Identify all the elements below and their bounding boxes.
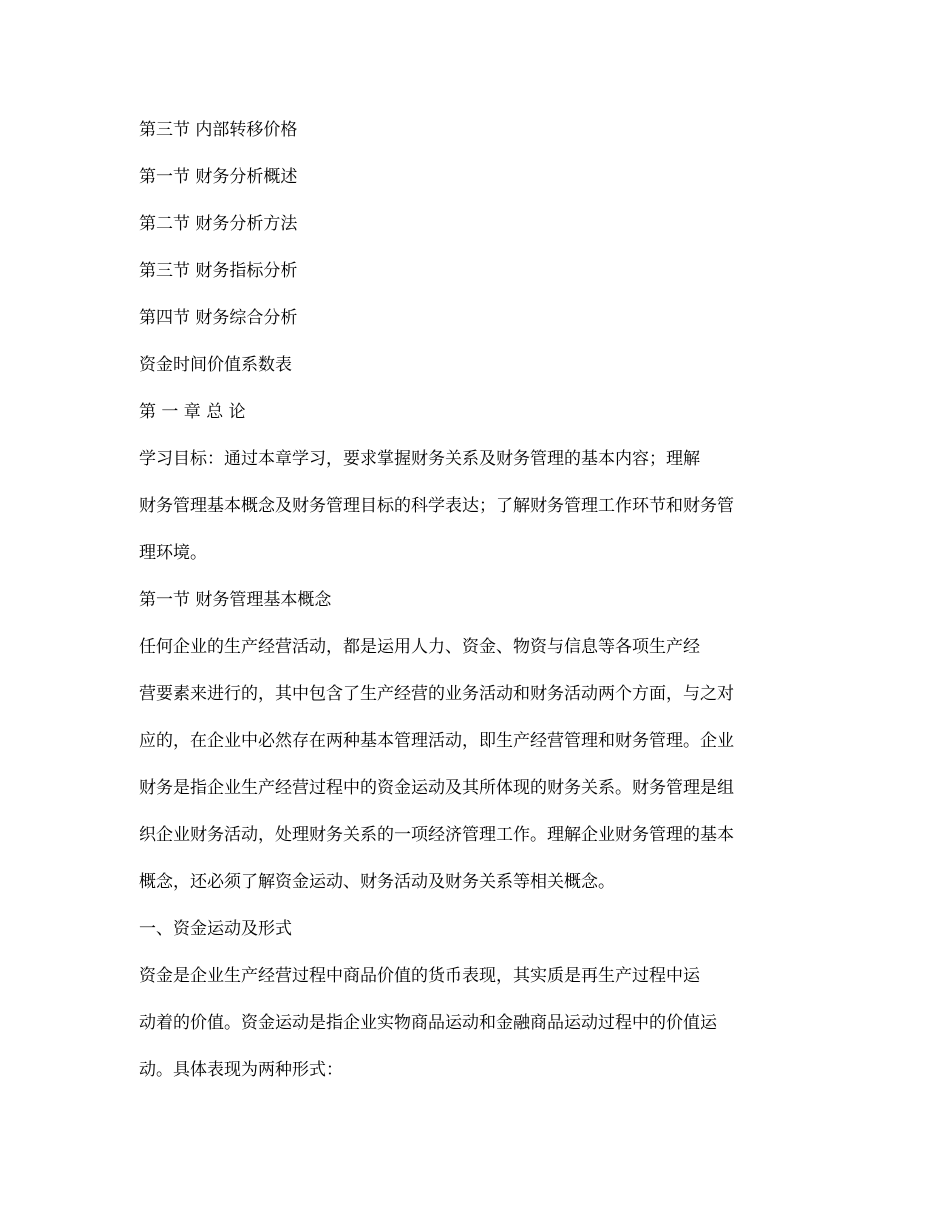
toc-entry-internal-transfer-price: 第三节 内部转移价格: [139, 120, 298, 140]
section-heading-basic-concepts: 第一节 财务管理基本概念: [139, 590, 332, 610]
learning-objectives-line-3: 理环境。: [139, 543, 207, 563]
paragraph-line-2: 营要素来进行的，其中包含了生产经营的业务活动和财务活动两个方面，与之对: [139, 684, 734, 704]
chapter-heading: 第 一 章 总 论: [139, 402, 246, 422]
fund-paragraph-line-2: 动着的价值。资金运动是指企业实物商品运动和金融商品运动过程中的价值运: [139, 1013, 717, 1033]
toc-entry-financial-analysis-methods: 第二节 财务分析方法: [139, 214, 298, 234]
learning-objectives-line-1: 学习目标：通过本章学习，要求掌握财务关系及财务管理的基本内容；理解: [139, 449, 700, 469]
paragraph-line-3: 应的，在企业中必然存在两种基本管理活动，即生产经营管理和财务管理。企业: [139, 731, 734, 751]
paragraph-line-4: 财务是指企业生产经营过程中的资金运动及其所体现的财务关系。财务管理是组: [139, 778, 734, 798]
paragraph-line-5: 织企业财务活动，处理财务关系的一项经济管理工作。理解企业财务管理的基本: [139, 825, 734, 845]
toc-entry-financial-analysis-overview: 第一节 财务分析概述: [139, 167, 298, 187]
toc-entry-time-value-tables: 资金时间价值系数表: [139, 355, 292, 375]
learning-objectives-line-2: 财务管理基本概念及财务管理目标的科学表达；了解财务管理工作环节和财务管: [139, 496, 734, 516]
toc-entry-comprehensive-analysis: 第四节 财务综合分析: [139, 308, 298, 328]
fund-paragraph-line-3: 动。具体表现为两种形式：: [139, 1060, 343, 1080]
paragraph-line-6: 概念，还必须了解资金运动、财务活动及财务关系等相关概念。: [139, 872, 615, 892]
fund-paragraph-line-1: 资金是企业生产经营过程中商品价值的货币表现，其实质是再生产过程中运: [139, 966, 700, 986]
toc-entry-financial-indicator-analysis: 第三节 财务指标分析: [139, 261, 298, 281]
paragraph-line-1: 任何企业的生产经营活动，都是运用人力、资金、物资与信息等各项生产经: [139, 637, 700, 657]
subsection-heading-fund-movement: 一、资金运动及形式: [139, 919, 292, 939]
